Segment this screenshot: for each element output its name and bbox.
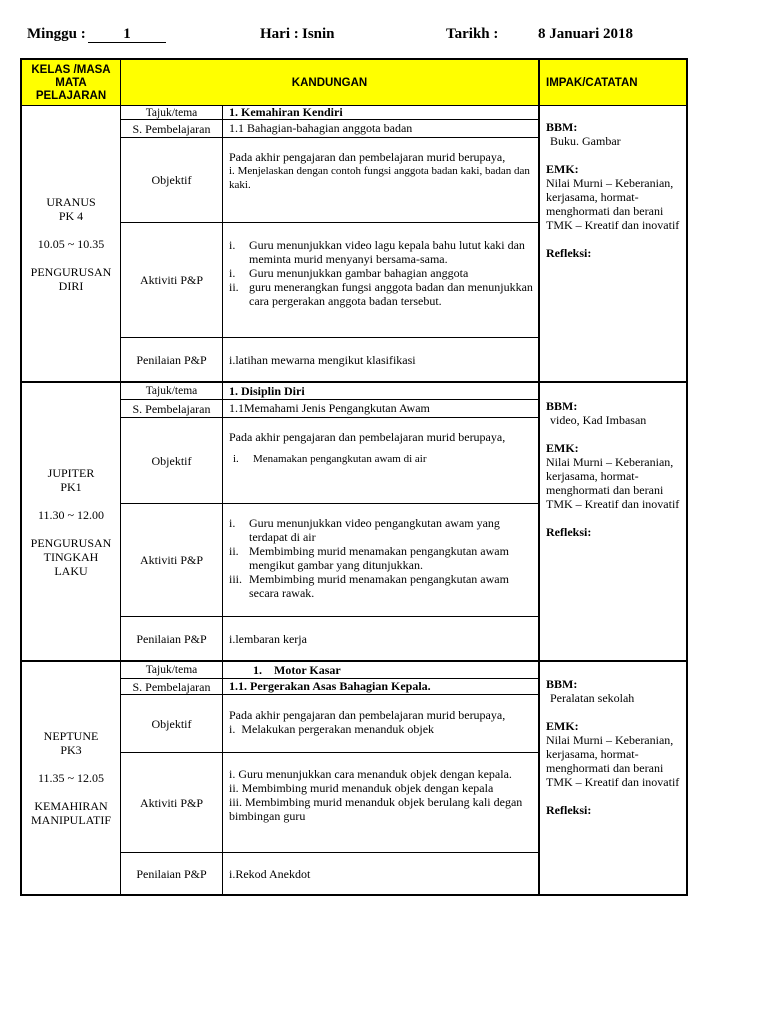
aktiviti-item: iii. Membimbing murid menamakan pengangkutan awam secara rawak. (229, 572, 509, 600)
subject-name: LAKU (54, 563, 88, 578)
impak-cell (540, 677, 686, 892)
tmk: TMK – Kreatif dan inovatif (546, 218, 680, 232)
class-pk: PK1 (60, 479, 82, 494)
refleksi-label: Refleksi: (546, 803, 592, 817)
impak-cell (540, 120, 686, 380)
label-penilaian: Penilaian P&P (136, 631, 207, 646)
header-kelas-line: PELAJARAN (35, 89, 107, 102)
lesson-plan-table (20, 58, 688, 896)
label-objektif: Objektif (151, 716, 192, 731)
label-sp: S. Pembelajaran (132, 679, 211, 694)
aktiviti-value (223, 516, 538, 614)
class-pk: PK3 (60, 743, 82, 757)
aktiviti-item: ii. guru menerangkan fungsi anggota badan dan menunjukkan cara pergerakan anggota badan tersebut. (229, 280, 533, 308)
penilaian-value: i.lembaran kerja (229, 631, 307, 646)
aktiviti-item: ii. Membimbing murid menamakan pengangkutan awam mengikut gambar yang ditunjukkan. (229, 544, 509, 572)
class-time: 11.30 ~ 12.00 (37, 507, 105, 522)
session-class-cell (22, 106, 120, 381)
aktiviti-item: i. Guru menunjukkan video lagu kepala bahu lutut kaki dan meminta murid menyanyi bersama-sama. (229, 238, 525, 266)
bbm-label: BBM: (546, 399, 578, 413)
class-pk: PK 4 (58, 208, 84, 223)
tmk: TMK – Kreatif dan inovatif (546, 497, 680, 511)
bbm-value: Buku. Gambar (550, 134, 621, 148)
tarikh-label: Tarikh : (446, 26, 499, 42)
subject-name: DIRI (58, 278, 84, 293)
bbm-value: video, Kad Imbasan (550, 413, 647, 427)
tajuk-value: 1. Motor Kasar (253, 663, 341, 677)
sp-value: 1.1. Pergerakan Asas Bahagian Kepala. (229, 679, 431, 693)
sp-value: 1.1Memahami Jenis Pengangkutan Awam (229, 401, 430, 415)
header-kandungan: KANDUNGAN (121, 60, 538, 106)
label-tajuk: Tajuk/tema (145, 664, 198, 676)
aktiviti-item: i. Guru menunjukkan gambar bahagian anggota (229, 266, 469, 280)
class-name: JUPITER (47, 465, 95, 480)
objektif-item: i. Melakukan pergerakan menanduk objek (229, 722, 435, 736)
aktiviti-value (223, 238, 538, 336)
label-aktiviti: Aktiviti P&P (139, 795, 204, 810)
label-penilaian: Penilaian P&P (136, 866, 207, 881)
nilai-murni: Nilai Murni – Keberanian, kerjasama, hormat- menghormati dan berani (546, 733, 674, 775)
label-tajuk: Tajuk/tema (145, 106, 198, 119)
aktiviti-item: i. Guru menunjukkan cara menanduk objek dengan kepala. (229, 767, 512, 781)
subject-name: MANIPULATIF (30, 813, 111, 827)
label-aktiviti: Aktiviti P&P (139, 553, 204, 567)
objektif-value (223, 150, 538, 220)
objektif-value (223, 708, 538, 752)
label-aktiviti: Aktiviti P&P (139, 273, 204, 287)
objektif-intro: Pada akhir pengajaran dan pembelajaran murid berupaya, (229, 430, 506, 444)
label-tajuk: Tajuk/tema (145, 385, 198, 397)
aktiviti-item: i. Guru menunjukkan video pengangkutan awam yang terdapat di air (229, 516, 500, 544)
header-kelas (22, 60, 120, 106)
aktiviti-value (223, 767, 538, 851)
refleksi-label: Refleksi: (546, 525, 592, 539)
aktiviti-item: iii. Membimbing murid menanduk objek berulang kali degan bimbingan guru (229, 795, 523, 823)
hari-label: Hari : (260, 26, 299, 42)
sp-value: 1.1 Bahagian-bahagian anggota badan (229, 121, 413, 135)
label-objektif: Objektif (151, 453, 192, 468)
class-name: NEPTUNE (43, 729, 99, 743)
class-time: 10.05 ~ 10.35 (37, 236, 105, 251)
objektif-intro: Pada akhir pengajaran dan pembelajaran murid berupaya, (229, 150, 506, 164)
label-objektif: Objektif (151, 173, 192, 187)
objektif-intro: Pada akhir pengajaran dan pembelajaran murid berupaya, (229, 708, 506, 722)
emk-label: EMK: (546, 441, 579, 455)
header-kelas-line: MATA (55, 76, 87, 89)
tajuk-value: 1. Disiplin Diri (229, 384, 305, 398)
objektif-item: i. Menjelaskan dengan contoh fungsi anggota badan kaki, badan dan kaki. (229, 165, 530, 191)
tmk: TMK – Kreatif dan inovatif (546, 775, 680, 789)
objektif-value (223, 430, 538, 502)
aktiviti-item: ii. Membimbing murid menanduk objek dengan kepala (229, 781, 494, 795)
minggu-value: 1 (88, 26, 166, 43)
minggu-label: Minggu : (27, 26, 86, 42)
label-sp: S. Pembelajaran (132, 401, 211, 416)
header-kelas-line: KELAS /MASA (31, 63, 111, 76)
bbm-value: Peralatan sekolah (550, 691, 635, 705)
refleksi-label: Refleksi: (546, 246, 592, 260)
emk-label: EMK: (546, 162, 579, 176)
subject-name: PENGURUSAN (30, 264, 112, 279)
subject-name: TINGKAH (43, 549, 99, 564)
hari-value: Isnin (302, 26, 335, 42)
impak-cell (540, 399, 686, 659)
class-name: URANUS (46, 194, 96, 209)
tarikh-value: 8 Januari 2018 (538, 26, 634, 42)
subject-name: KEMAHIRAN (34, 799, 108, 813)
tajuk-value: 1. Kemahiran Kendiri (229, 105, 343, 119)
emk-label: EMK: (546, 719, 579, 733)
label-sp: S. Pembelajaran (132, 121, 211, 136)
session-class-cell (22, 383, 120, 660)
penilaian-value: i.latihan mewarna mengikut klasifikasi (229, 352, 416, 367)
header-impak: IMPAK/CATATAN (540, 60, 686, 106)
bbm-label: BBM: (546, 677, 578, 691)
label-penilaian: Penilaian P&P (136, 352, 207, 367)
subject-name: PENGURUSAN (30, 535, 112, 550)
bbm-label: BBM: (546, 120, 578, 134)
objektif-item: i. Menamakan pengangkutan awam di air (233, 453, 427, 465)
nilai-murni: Nilai Murni – Keberanian, kerjasama, hormat- menghormati dan berani (546, 176, 674, 218)
session-class-cell (22, 662, 120, 894)
nilai-murni: Nilai Murni – Keberanian, kerjasama, hormat- menghormati dan berani (546, 455, 674, 497)
class-time: 11.35 ~ 12.05 (37, 771, 105, 785)
penilaian-value: i.Rekod Anekdot (229, 866, 311, 881)
